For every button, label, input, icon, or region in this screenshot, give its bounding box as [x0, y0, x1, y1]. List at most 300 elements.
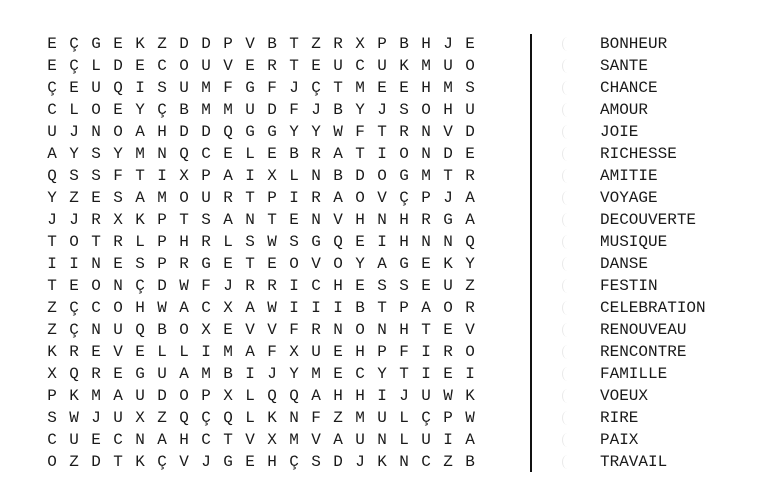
grid-letter[interactable]: N	[311, 167, 321, 185]
grid-letter[interactable]: N	[421, 233, 431, 251]
grid-letter[interactable]: T	[179, 211, 189, 229]
grid-letter[interactable]: I	[157, 167, 167, 185]
grid-letter[interactable]: A	[135, 123, 145, 141]
grid-letter[interactable]: X	[355, 35, 365, 53]
grid-letter[interactable]: M	[201, 101, 211, 119]
grid-letter[interactable]: L	[135, 233, 145, 251]
grid-letter[interactable]: J	[289, 79, 299, 97]
grid-letter[interactable]: Q	[289, 387, 299, 405]
grid-letter[interactable]: E	[69, 277, 79, 295]
grid-letter[interactable]: D	[179, 123, 189, 141]
grid-letter[interactable]: X	[223, 387, 233, 405]
grid-letter[interactable]: Z	[69, 189, 79, 207]
grid-letter[interactable]: X	[267, 167, 277, 185]
grid-letter[interactable]: R	[91, 211, 101, 229]
grid-letter[interactable]: D	[443, 145, 453, 163]
grid-letter[interactable]: P	[267, 189, 277, 207]
grid-letter[interactable]: C	[355, 57, 365, 75]
grid-letter[interactable]: P	[399, 299, 409, 317]
grid-letter[interactable]: N	[91, 123, 101, 141]
grid-letter[interactable]: B	[289, 145, 299, 163]
grid-letter[interactable]: M	[157, 189, 167, 207]
grid-letter[interactable]: E	[113, 255, 123, 273]
grid-letter[interactable]: V	[465, 321, 475, 339]
grid-letter[interactable]: H	[355, 343, 365, 361]
grid-letter[interactable]: D	[465, 123, 475, 141]
grid-letter[interactable]: A	[157, 431, 167, 449]
grid-letter[interactable]: D	[201, 123, 211, 141]
grid-letter[interactable]: Q	[179, 145, 189, 163]
grid-letter[interactable]: H	[333, 277, 343, 295]
grid-letter[interactable]: T	[91, 233, 101, 251]
grid-letter[interactable]: B	[399, 35, 409, 53]
grid-letter[interactable]: M	[289, 431, 299, 449]
grid-letter[interactable]: F	[223, 79, 233, 97]
grid-letter[interactable]: K	[443, 255, 453, 273]
grid-letter[interactable]: E	[289, 211, 299, 229]
grid-letter[interactable]: E	[465, 35, 475, 53]
grid-letter[interactable]: A	[223, 167, 233, 185]
grid-letter[interactable]: O	[179, 387, 189, 405]
grid-letter[interactable]: R	[267, 277, 277, 295]
grid-letter[interactable]: A	[377, 255, 387, 273]
grid-letter[interactable]: R	[421, 211, 431, 229]
grid-letter[interactable]: W	[157, 299, 167, 317]
grid-letter[interactable]: Y	[135, 101, 145, 119]
grid-letter[interactable]: B	[355, 299, 365, 317]
grid-letter[interactable]: N	[245, 211, 255, 229]
grid-letter[interactable]: X	[179, 167, 189, 185]
grid-letter[interactable]: R	[113, 233, 123, 251]
grid-letter[interactable]: W	[69, 409, 79, 427]
grid-letter[interactable]: U	[443, 277, 453, 295]
grid-letter[interactable]: U	[311, 343, 321, 361]
grid-letter[interactable]: O	[465, 57, 475, 75]
grid-letter[interactable]: U	[245, 101, 255, 119]
grid-letter[interactable]: E	[113, 101, 123, 119]
grid-letter[interactable]: Z	[157, 35, 167, 53]
grid-letter[interactable]: A	[179, 365, 189, 383]
grid-letter[interactable]: B	[333, 167, 343, 185]
grid-letter[interactable]: I	[311, 299, 321, 317]
grid-letter[interactable]: U	[333, 57, 343, 75]
grid-letter[interactable]: Q	[267, 387, 277, 405]
grid-letter[interactable]: E	[443, 365, 453, 383]
grid-letter[interactable]: U	[113, 409, 123, 427]
grid-letter[interactable]: D	[179, 35, 189, 53]
grid-letter[interactable]: Y	[47, 189, 57, 207]
grid-letter[interactable]: A	[311, 387, 321, 405]
grid-letter[interactable]: E	[245, 57, 255, 75]
grid-letter[interactable]: E	[135, 57, 145, 75]
grid-letter[interactable]: J	[377, 101, 387, 119]
grid-letter[interactable]: X	[267, 431, 277, 449]
grid-letter[interactable]: T	[289, 57, 299, 75]
grid-letter[interactable]: H	[399, 211, 409, 229]
grid-letter[interactable]: S	[91, 167, 101, 185]
grid-letter[interactable]: N	[311, 211, 321, 229]
grid-letter[interactable]: R	[245, 277, 255, 295]
grid-letter[interactable]: A	[47, 145, 57, 163]
grid-letter[interactable]: B	[465, 453, 475, 471]
grid-letter[interactable]: W	[267, 299, 277, 317]
grid-letter[interactable]: G	[245, 79, 255, 97]
grid-letter[interactable]: E	[91, 189, 101, 207]
grid-letter[interactable]: K	[135, 35, 145, 53]
grid-letter[interactable]: S	[135, 255, 145, 273]
grid-letter[interactable]: H	[443, 101, 453, 119]
grid-letter[interactable]: E	[91, 431, 101, 449]
grid-letter[interactable]: B	[179, 101, 189, 119]
grid-letter[interactable]: S	[47, 409, 57, 427]
grid-letter[interactable]: K	[377, 453, 387, 471]
grid-letter[interactable]: E	[267, 255, 277, 273]
grid-letter[interactable]: T	[443, 167, 453, 185]
grid-letter[interactable]: E	[443, 321, 453, 339]
grid-letter[interactable]: A	[465, 211, 475, 229]
grid-letter[interactable]: D	[355, 167, 365, 185]
grid-letter[interactable]: M	[223, 343, 233, 361]
grid-letter[interactable]: U	[443, 57, 453, 75]
grid-letter[interactable]: I	[377, 145, 387, 163]
grid-letter[interactable]: E	[223, 255, 233, 273]
grid-letter[interactable]: I	[377, 233, 387, 251]
grid-letter[interactable]: L	[289, 167, 299, 185]
grid-letter[interactable]: O	[333, 255, 343, 273]
grid-letter[interactable]: I	[333, 299, 343, 317]
grid-letter[interactable]: O	[91, 277, 101, 295]
grid-letter[interactable]: T	[113, 453, 123, 471]
grid-letter[interactable]: A	[245, 299, 255, 317]
grid-letter[interactable]: Z	[333, 409, 343, 427]
grid-letter[interactable]: E	[135, 343, 145, 361]
grid-letter[interactable]: U	[113, 321, 123, 339]
grid-letter[interactable]: Y	[355, 101, 365, 119]
grid-letter[interactable]: C	[421, 453, 431, 471]
grid-letter[interactable]: Z	[465, 277, 475, 295]
grid-letter[interactable]: P	[47, 387, 57, 405]
grid-letter[interactable]: L	[223, 233, 233, 251]
grid-letter[interactable]: O	[421, 101, 431, 119]
grid-letter[interactable]: H	[135, 299, 145, 317]
grid-letter[interactable]: U	[355, 431, 365, 449]
grid-letter[interactable]: J	[91, 409, 101, 427]
grid-letter[interactable]: Q	[333, 233, 343, 251]
grid-letter[interactable]: V	[311, 431, 321, 449]
grid-letter[interactable]: L	[245, 145, 255, 163]
grid-letter[interactable]: A	[179, 299, 189, 317]
grid-letter[interactable]: N	[289, 409, 299, 427]
grid-letter[interactable]: I	[69, 255, 79, 273]
grid-letter[interactable]: Y	[289, 365, 299, 383]
grid-letter[interactable]: E	[69, 79, 79, 97]
grid-letter[interactable]: J	[443, 189, 453, 207]
grid-letter[interactable]: Ç	[399, 189, 409, 207]
grid-letter[interactable]: G	[399, 167, 409, 185]
grid-letter[interactable]: U	[47, 123, 57, 141]
grid-letter[interactable]: Q	[223, 123, 233, 141]
grid-letter[interactable]: L	[69, 101, 79, 119]
grid-letter[interactable]: R	[311, 145, 321, 163]
grid-letter[interactable]: A	[135, 189, 145, 207]
grid-letter[interactable]: T	[377, 123, 387, 141]
grid-letter[interactable]: Ç	[47, 79, 57, 97]
grid-letter[interactable]: V	[245, 35, 255, 53]
grid-letter[interactable]: O	[179, 321, 189, 339]
grid-letter[interactable]: R	[69, 343, 79, 361]
grid-letter[interactable]: H	[179, 431, 189, 449]
grid-letter[interactable]: H	[267, 453, 277, 471]
grid-letter[interactable]: O	[289, 255, 299, 273]
grid-letter[interactable]: Ç	[311, 79, 321, 97]
grid-letter[interactable]: D	[157, 387, 167, 405]
grid-letter[interactable]: T	[223, 431, 233, 449]
grid-letter[interactable]: P	[201, 167, 211, 185]
grid-letter[interactable]: V	[245, 321, 255, 339]
grid-letter[interactable]: G	[311, 233, 321, 251]
grid-letter[interactable]: A	[223, 211, 233, 229]
grid-letter[interactable]: F	[399, 343, 409, 361]
grid-letter[interactable]: D	[91, 453, 101, 471]
grid-letter[interactable]: Ç	[157, 453, 167, 471]
grid-letter[interactable]: F	[267, 79, 277, 97]
grid-letter[interactable]: S	[377, 277, 387, 295]
grid-letter[interactable]: E	[399, 79, 409, 97]
grid-letter[interactable]: J	[69, 211, 79, 229]
grid-letter[interactable]: G	[245, 123, 255, 141]
grid-letter[interactable]: Y	[465, 255, 475, 273]
grid-letter[interactable]: L	[157, 343, 167, 361]
grid-letter[interactable]: S	[157, 79, 167, 97]
grid-letter[interactable]: T	[267, 211, 277, 229]
grid-letter[interactable]: O	[91, 101, 101, 119]
grid-letter[interactable]: N	[377, 431, 387, 449]
grid-letter[interactable]: E	[47, 57, 57, 75]
grid-letter[interactable]: E	[223, 145, 233, 163]
grid-letter[interactable]: Z	[311, 35, 321, 53]
grid-letter[interactable]: G	[443, 211, 453, 229]
grid-letter[interactable]: I	[47, 255, 57, 273]
grid-letter[interactable]: L	[399, 431, 409, 449]
grid-letter[interactable]: N	[399, 453, 409, 471]
grid-letter[interactable]: E	[91, 343, 101, 361]
grid-letter[interactable]: U	[465, 101, 475, 119]
grid-letter[interactable]: V	[113, 343, 123, 361]
grid-letter[interactable]: R	[201, 233, 211, 251]
grid-letter[interactable]: T	[333, 79, 343, 97]
grid-letter[interactable]: D	[333, 453, 343, 471]
grid-letter[interactable]: F	[267, 343, 277, 361]
grid-letter[interactable]: I	[443, 431, 453, 449]
grid-letter[interactable]: T	[245, 255, 255, 273]
grid-letter[interactable]: Q	[465, 233, 475, 251]
grid-letter[interactable]: G	[201, 255, 211, 273]
grid-letter[interactable]: X	[223, 299, 233, 317]
grid-letter[interactable]: C	[47, 101, 57, 119]
grid-letter[interactable]: A	[333, 431, 343, 449]
grid-letter[interactable]: I	[245, 167, 255, 185]
grid-letter[interactable]: Y	[289, 123, 299, 141]
grid-letter[interactable]: Y	[311, 123, 321, 141]
grid-letter[interactable]: Ç	[289, 453, 299, 471]
grid-letter[interactable]: N	[91, 255, 101, 273]
grid-letter[interactable]: A	[421, 299, 431, 317]
grid-letter[interactable]: U	[421, 431, 431, 449]
grid-letter[interactable]: Y	[355, 255, 365, 273]
grid-letter[interactable]: R	[311, 189, 321, 207]
grid-letter[interactable]: U	[135, 387, 145, 405]
grid-letter[interactable]: E	[377, 79, 387, 97]
grid-letter[interactable]: J	[47, 211, 57, 229]
grid-letter[interactable]: R	[91, 365, 101, 383]
grid-letter[interactable]: L	[179, 343, 189, 361]
grid-letter[interactable]: I	[421, 343, 431, 361]
grid-letter[interactable]: Ç	[157, 101, 167, 119]
grid-letter[interactable]: D	[113, 57, 123, 75]
grid-letter[interactable]: P	[443, 409, 453, 427]
grid-letter[interactable]: E	[421, 277, 431, 295]
grid-letter[interactable]: P	[377, 343, 387, 361]
grid-letter[interactable]: C	[311, 277, 321, 295]
grid-letter[interactable]: K	[267, 409, 277, 427]
grid-letter[interactable]: O	[465, 343, 475, 361]
grid-letter[interactable]: M	[201, 365, 211, 383]
grid-letter[interactable]: H	[421, 79, 431, 97]
grid-letter[interactable]: E	[421, 255, 431, 273]
grid-letter[interactable]: L	[399, 409, 409, 427]
grid-letter[interactable]: H	[333, 387, 343, 405]
grid-letter[interactable]: E	[245, 453, 255, 471]
grid-letter[interactable]: O	[179, 189, 189, 207]
grid-letter[interactable]: M	[311, 365, 321, 383]
grid-letter[interactable]: G	[223, 453, 233, 471]
grid-letter[interactable]: E	[223, 321, 233, 339]
grid-letter[interactable]: M	[135, 145, 145, 163]
grid-letter[interactable]: R	[465, 299, 475, 317]
grid-letter[interactable]: O	[113, 299, 123, 317]
grid-letter[interactable]: N	[135, 431, 145, 449]
grid-letter[interactable]: L	[245, 387, 255, 405]
grid-letter[interactable]: H	[399, 233, 409, 251]
grid-letter[interactable]: O	[399, 145, 409, 163]
grid-letter[interactable]: Q	[113, 79, 123, 97]
grid-letter[interactable]: N	[421, 145, 431, 163]
grid-letter[interactable]: E	[311, 57, 321, 75]
grid-letter[interactable]: Z	[47, 299, 57, 317]
grid-letter[interactable]: V	[245, 431, 255, 449]
grid-letter[interactable]: O	[355, 321, 365, 339]
grid-letter[interactable]: C	[91, 299, 101, 317]
grid-letter[interactable]: E	[333, 365, 343, 383]
grid-letter[interactable]: F	[289, 101, 299, 119]
grid-letter[interactable]: Ç	[69, 299, 79, 317]
grid-letter[interactable]: W	[179, 277, 189, 295]
grid-letter[interactable]: N	[377, 211, 387, 229]
grid-letter[interactable]: N	[333, 321, 343, 339]
grid-letter[interactable]: R	[399, 123, 409, 141]
grid-letter[interactable]: V	[179, 453, 189, 471]
grid-letter[interactable]: J	[443, 35, 453, 53]
grid-letter[interactable]: Y	[69, 145, 79, 163]
grid-letter[interactable]: F	[113, 167, 123, 185]
grid-letter[interactable]: F	[355, 123, 365, 141]
grid-letter[interactable]: V	[377, 189, 387, 207]
grid-letter[interactable]: R	[465, 167, 475, 185]
grid-letter[interactable]: C	[201, 299, 211, 317]
grid-letter[interactable]: H	[355, 387, 365, 405]
grid-letter[interactable]: B	[267, 35, 277, 53]
grid-letter[interactable]: R	[223, 189, 233, 207]
grid-letter[interactable]: X	[113, 211, 123, 229]
grid-letter[interactable]: Q	[135, 321, 145, 339]
grid-letter[interactable]: B	[223, 365, 233, 383]
grid-letter[interactable]: N	[377, 321, 387, 339]
grid-letter[interactable]: P	[157, 255, 167, 273]
grid-letter[interactable]: Z	[69, 453, 79, 471]
grid-letter[interactable]: I	[201, 343, 211, 361]
grid-letter[interactable]: T	[135, 167, 145, 185]
grid-letter[interactable]: Y	[377, 365, 387, 383]
grid-letter[interactable]: I	[289, 299, 299, 317]
grid-letter[interactable]: O	[113, 123, 123, 141]
grid-letter[interactable]: T	[377, 299, 387, 317]
grid-letter[interactable]: O	[47, 453, 57, 471]
grid-letter[interactable]: R	[267, 57, 277, 75]
grid-letter[interactable]: F	[201, 277, 211, 295]
grid-letter[interactable]: Q	[179, 409, 189, 427]
grid-letter[interactable]: W	[333, 123, 343, 141]
grid-letter[interactable]: H	[355, 211, 365, 229]
grid-letter[interactable]: H	[421, 35, 431, 53]
grid-letter[interactable]: V	[223, 57, 233, 75]
grid-letter[interactable]: K	[135, 211, 145, 229]
grid-letter[interactable]: Ç	[201, 409, 211, 427]
grid-letter[interactable]: E	[113, 35, 123, 53]
grid-letter[interactable]: J	[223, 277, 233, 295]
grid-letter[interactable]: U	[91, 79, 101, 97]
grid-letter[interactable]: I	[421, 365, 431, 383]
grid-letter[interactable]: P	[421, 189, 431, 207]
grid-letter[interactable]: R	[179, 255, 189, 273]
grid-letter[interactable]: Z	[157, 409, 167, 427]
grid-letter[interactable]: A	[465, 189, 475, 207]
grid-letter[interactable]: S	[245, 233, 255, 251]
grid-letter[interactable]: X	[289, 343, 299, 361]
grid-letter[interactable]: T	[47, 277, 57, 295]
grid-letter[interactable]: P	[201, 387, 211, 405]
grid-letter[interactable]: B	[157, 321, 167, 339]
grid-letter[interactable]: G	[267, 123, 277, 141]
grid-letter[interactable]: C	[157, 57, 167, 75]
grid-letter[interactable]: U	[157, 365, 167, 383]
grid-letter[interactable]: Ç	[135, 277, 145, 295]
grid-letter[interactable]: M	[421, 57, 431, 75]
grid-letter[interactable]: E	[333, 343, 343, 361]
grid-letter[interactable]: S	[289, 233, 299, 251]
grid-letter[interactable]: E	[355, 277, 365, 295]
grid-letter[interactable]: Q	[223, 409, 233, 427]
grid-letter[interactable]: D	[267, 101, 277, 119]
grid-letter[interactable]: S	[91, 145, 101, 163]
grid-letter[interactable]: N	[443, 233, 453, 251]
grid-letter[interactable]: I	[289, 277, 299, 295]
grid-letter[interactable]: U	[201, 189, 211, 207]
grid-letter[interactable]: U	[69, 431, 79, 449]
grid-letter[interactable]: J	[201, 453, 211, 471]
grid-letter[interactable]: O	[377, 167, 387, 185]
grid-letter[interactable]: N	[157, 145, 167, 163]
grid-letter[interactable]: B	[333, 101, 343, 119]
